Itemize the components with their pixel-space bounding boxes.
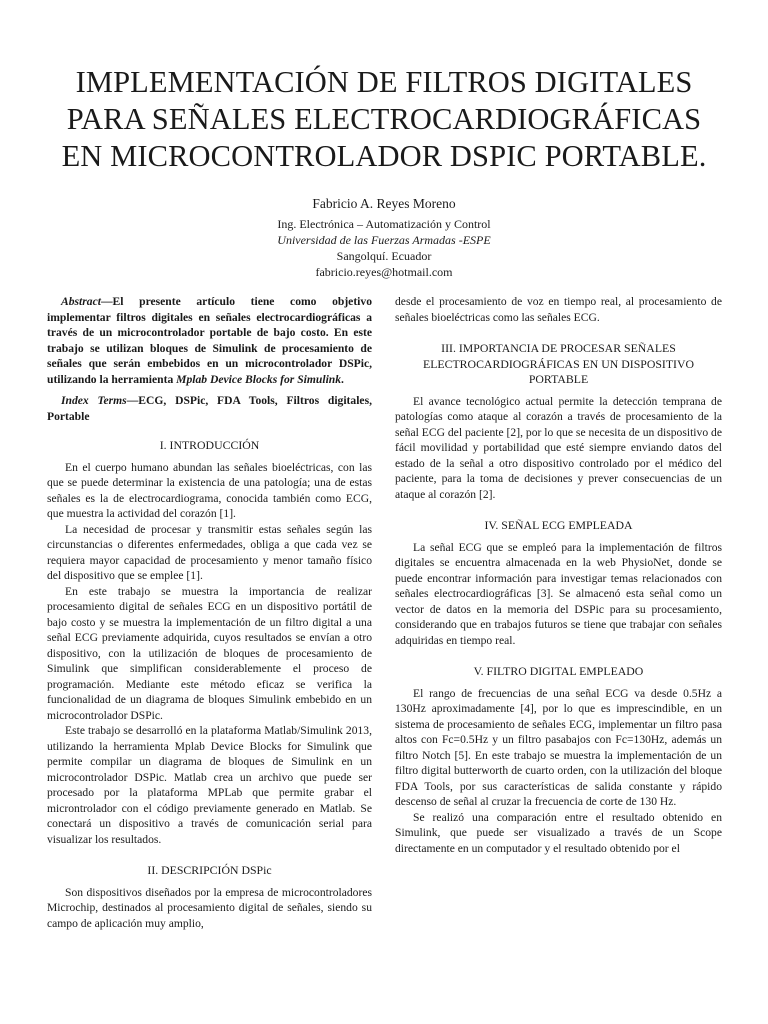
author-email: fabricio.reyes@hotmail.com (315, 265, 453, 279)
dspic-paragraph-continuation: desde el procesamiento de voz en tiempo real, al procesamiento de señales bioeléctricas como las señales ECG. (395, 295, 722, 324)
intro-paragraph: En este trabajo se muestra la importancia de realizar procesamiento digital de señales ECG en un dispositivo portátil de bajo costo y se muestra la implementación de un filtro digital a una señal ECG previamente adquirida, cuyos resultados se envían a otro dispositivo, con la utilización de bloques de procesamiento de Simulink que simplifican considerablemente el proceso de programación. Mediante este método eficaz se verifica la funcionalidad de un diagrama de bloques Simulink embebido en un microcontrolador DSPic. (47, 584, 372, 722)
senal-paragraph: La señal ECG que se empleó para la implementación de filtros digitales se encuentra almacenada en la web PhysioNet, donde se puede encontrar información para investigar temas relacionados con señales electrocardiográficas [3]. Se almacenó esta señal como un vector de datos en la memoria del DSPic para su procesamiento, considerando que en trabajos futuros se tiene que trabajar con señales adquiridas en tiempo real. (395, 540, 722, 647)
author-department: Ing. Electrónica – Automatización y Control (277, 217, 491, 231)
author-university: Universidad de las Fuerzas Armadas -ESPE (277, 233, 491, 247)
index-terms-dash: — (126, 394, 139, 407)
intro-paragraph: En el cuerpo humano abundan las señales bioeléctricas, con las que se puede determinar la existencia de una patología; una de estas señales es la de electrocardiograma, conocida también como ECG, que muestra la actividad del corazón [1]. (47, 460, 372, 520)
abstract-paragraph (47, 294, 372, 387)
index-terms-text: ECG, DSPic, FDA Tools, Filtros digitales, Portable (47, 394, 372, 423)
abstract-dash: — (100, 295, 113, 308)
author-location: Sangolquí. Ecuador (336, 249, 432, 263)
section-heading-descripcion-dspic: II. DESCRIPCIÓN DSPic (147, 863, 272, 877)
title-line: PARA SEÑALES ELECTROCARDIOGRÁFICAS (66, 102, 702, 136)
abstract-tool: Mplab Device Blocks for Simulink (176, 372, 342, 386)
abstract-end: . (341, 372, 344, 386)
right-column (395, 294, 722, 856)
author-block (184, 196, 584, 280)
dspic-paragraph: Son dispositivos diseñados por la empresa de microcontroladores Microchip, destinados al procesamiento digital de señales, siendo su campo de aplicación muy amplio, (47, 885, 372, 930)
title-line: IMPLEMENTACIÓN DE FILTROS DIGITALES (75, 65, 693, 99)
author-name: Fabricio A. Reyes Moreno (312, 196, 456, 211)
importancia-paragraph: El avance tecnológico actual permite la detección temprana de patologías como ataque al corazón a través de procesamiento de la señal ECG del paciente [2], por lo que se necesita de un dispositivo de fácil movilidad y portabilidad que esté siempre enviando datos del estado de la señal a otro dispositivo controlado por el médico del paciente, para la toma de decisiones y prever consecuencias de un ataque al corazón [2]. (395, 394, 722, 501)
title-line: EN MICROCONTROLADOR DSPIC PORTABLE. (61, 139, 707, 173)
section-heading-importancia: III. IMPORTANCIA DE PROCESAR SEÑALES ELECTROCARDIOGRÁFICAS EN UN DISPOSITIVO PORTABLE (422, 341, 694, 386)
abstract (47, 294, 372, 424)
index-terms (47, 393, 372, 424)
abstract-text: El presente artículo tiene como objetivo implementar filtros digitales en señales electrocardiográficas a través de un microcontrolador portable de bajo costo. En este trabajo se utilizan bloques de Simulink de procesamiento de señales que serán embebidos en un microcontrolador DSPic, utilizando la herramienta (47, 295, 372, 386)
left-column (47, 294, 372, 931)
paper-title (40, 64, 728, 175)
intro-paragraph: La necesidad de procesar y transmitir estas señales según las circunstancias o diferentes enfermedades, obliga a que cada vez se requiera mayor capacidad de procesamiento y menor tamaño físico del dispositivo que se emplee [1]. (47, 522, 372, 582)
section-heading-introduccion: I. INTRODUCCIÓN (159, 438, 260, 452)
section-heading-filtro-digital: V. FILTRO DIGITAL EMPLEADO (473, 664, 644, 678)
index-terms-label: Index Terms (61, 394, 127, 407)
section-heading-senal-ecg: IV. SEÑAL ECG EMPLEADA (484, 518, 633, 532)
filtro-paragraph: Se realizó una comparación entre el resultado obtenido en Simulink, que puede ser visualizado a través de un Scope directamente en un computador y el resultado obtenido por el (395, 810, 722, 855)
filtro-paragraph: El rango de frecuencias de una señal ECG va desde 0.5Hz a 130Hz aproximadamente [4], por lo que es imprescindible, en un sistema de procesamiento de señales ECG, implementar un filtro pasa altos con Fc=0.5Hz y un filtro pasabajos con Fc=130Hz, además un filtro Notch [5]. En este trabajo se muestra la implementación de un filtro digital butterworth de cuarto orden, con la utilización del bloque FDA Tools, por sus características de salida constante y rápido descenso de señal al cruzar la frecuencia de corte de 130 Hz. (395, 686, 722, 808)
abstract-label: Abstract (61, 295, 101, 308)
intro-paragraph: Este trabajo se desarrolló en la plataforma Matlab/Simulink 2013, utilizando la herramienta Mplab Device Blocks for Simulink que permite compilar un diagrama de bloques de Simulink en un microcontrolador DSPic. Matlab crea un archivo que puede ser procesado por la plataforma MPLab que permite grabar el microntrolador con el código previamente generado en Matlab. Se conectará un dispositivo a través de comunicación serial para visualizar los resultados. (47, 724, 372, 846)
